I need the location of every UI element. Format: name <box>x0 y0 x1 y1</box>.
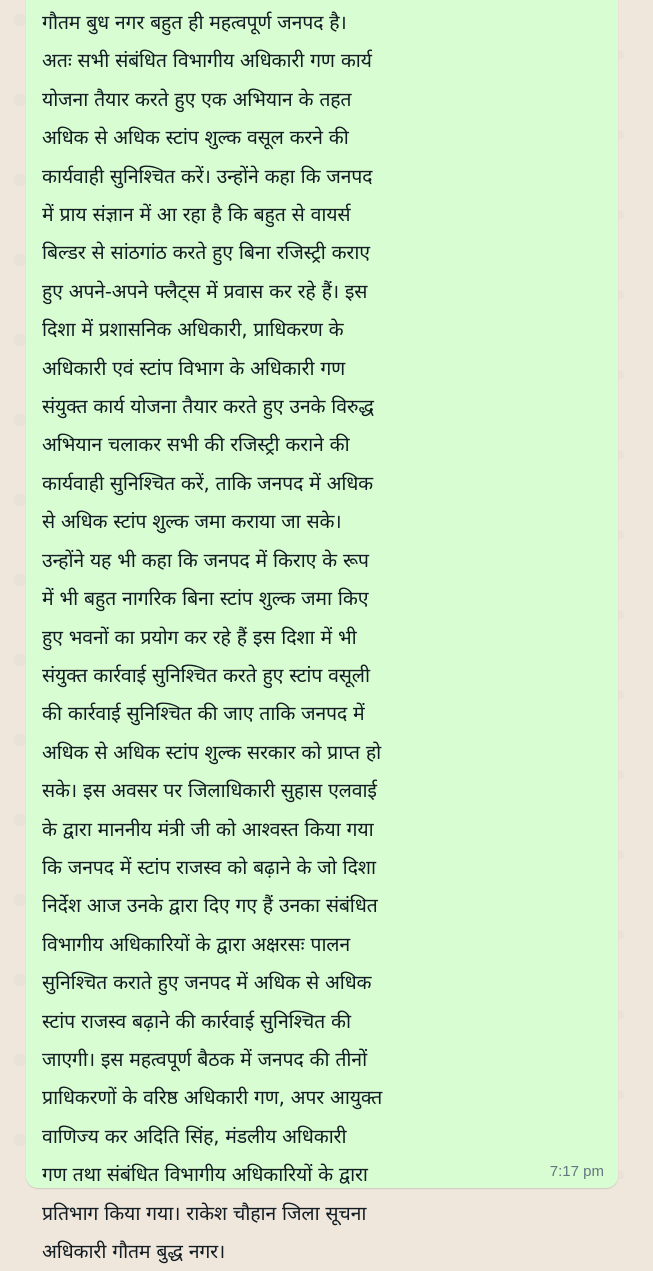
message-timestamp: 7:17 pm <box>549 1163 604 1180</box>
message-bubble[interactable] <box>26 0 618 1263</box>
message-text: गौतम बुध नगर बहुत ही महत्वपूर्ण जनपद है। अतः सभी संबंधित विभागीय अधिकारी गण कार्य योजना तैयार करते हुए एक अभियान के तहत अधिक से अधिक स्टांप शुल्क वसूल करने की कार्यवाही सुनिश्चित करें। उन्होंने कहा कि जनपद में प्राय संज्ञान में आ रहा है कि बहुत से वायर्स बिल्डर से सांठगांठ करते हुए बिना रजिस्ट्री कराए हुए अपने-अपने फ्लैट्स में प्रवास कर रहे हैं। इस दिशा में प्रशासनिक अधिकारी, प्राधिकरण के अधिकारी एवं स्टांप विभाग के अधिकारी गण संयुक्त कार्य योजना तैयार करते हुए उनके विरुद्ध अभियान चलाकर सभी की रजिस्ट्री कराने की कार्यवाही सुनिश्चित करें, ताकि जनपद में अधिक से अधिक स्टांप शुल्क जमा कराया जा सके। उन्होंने यह भी कहा कि जनपद में किराए के रूप में भी बहुत नागरिक बिना स्टांप शुल्क जमा किए हुए भवनों का प्रयोग कर रहे हैं इस दिशा में भी संयुक्त कार्रवाई सुनिश्चित करते हुए स्टांप वसूली की कार्रवाई सुनिश्चित की जाए ताकि जनपद में अधिक से अधिक स्टांप शुल्क सरकार को प्राप्त हो सके। इस अवसर पर जिलाधिकारी सुहास एलवाई के द्वारा माननीय मंत्री जी को आश्वस्त किया गया कि जनपद में स्टांप राजस्व को बढ़ाने के जो दिशा निर्देश आज उनके द्वारा दिए गए हैं उनका संबंधित विभागीय अधिकारियों के द्वारा अक्षरसः पालन सुनिश्चित कराते हुए जनपद में अधिक से अधिक स्टांप राजस्व बढ़ाने की कार्रवाई सुनिश्चित की जाएगी। इस महत्वपूर्ण बैठक में जनपद की तीनों प्राधिकरणों के वरिष्ठ अधिकारी गण, अपर आयुक्त वाणिज्य कर अदिति सिंह, मंडलीय अधिकारी गण तथा संबंधित विभागीय अधिकारियों के द्वारा प्रतिभाग किया गया। राकेश चौहान जिला सूचना अधिकारी गौतम बुद्ध नगर। <box>42 11 383 1263</box>
